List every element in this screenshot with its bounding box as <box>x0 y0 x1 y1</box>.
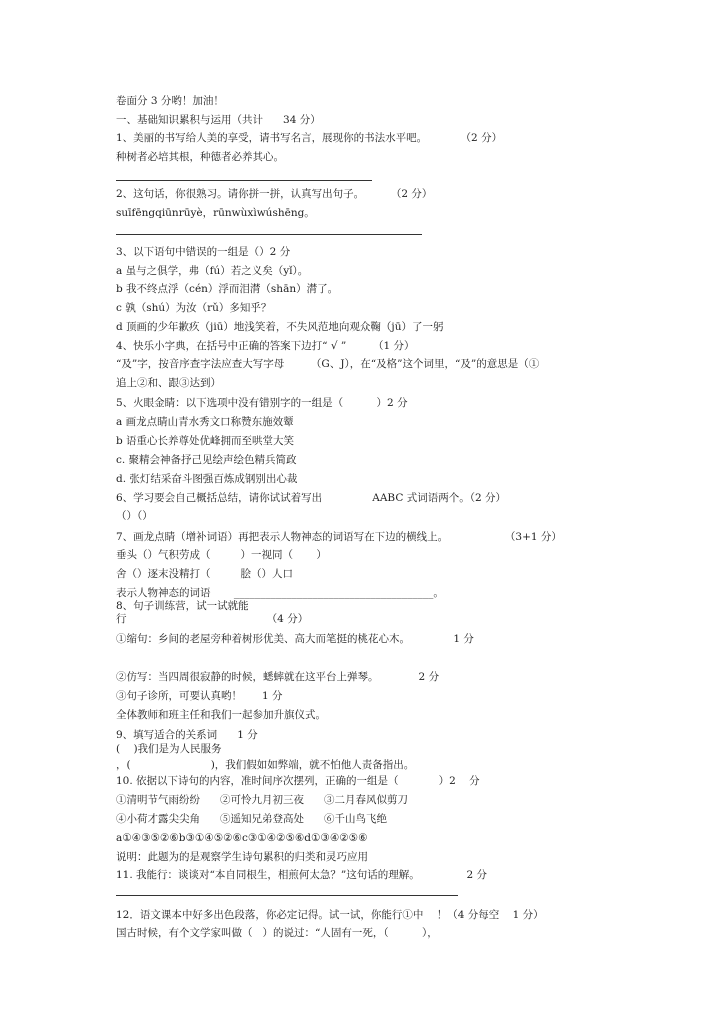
question-6-blanks: （）（） <box>116 510 153 522</box>
answer-line-11 <box>116 895 458 896</box>
question-5-option-b: b 语重心长养尊处优峰拥而至哄堂大笑 <box>116 435 295 447</box>
question-2: 2、这句话，你很熟习。请你拼一拼，认真写出句子。 （2 分） <box>116 188 433 200</box>
question-7-row-2: 舍（）逐末没精打（ 脍（）人口 <box>116 568 294 580</box>
question-5-option-a: a 画龙点睛山青水秀文口称赞东施效颦 <box>116 416 294 428</box>
question-4: 4、快乐小字典，在括号中正确的答案下边打“ √ ” （1 分） <box>116 340 415 352</box>
score-note: 卷面分 3 分哟！加油！ <box>116 95 224 107</box>
question-7-row-1: 垂头（）气积劳成（ ）一视同（ ） <box>116 549 327 561</box>
question-8-sentence: 全体教师和班主任和我们一起参加升旗仪式。 <box>116 709 326 721</box>
answer-line-2 <box>116 234 422 235</box>
question-4-body: “及”字，按音序查字法应查大写字母 （G、J），在“及格”这个词里，“及”的意思是（① <box>116 358 540 370</box>
question-7: 7、画龙点睛（增补词语）再把表示人物神态的词语写在下边的横线上。 （3+1 分） <box>116 531 562 543</box>
question-10-options: a①④③⑤②⑥b③①④⑤②⑥c③①④②⑤⑥d①③④②⑤⑥ <box>116 832 368 844</box>
question-10-note: 说明：此题为的是观察学生诗句累积的归类和灵巧应用 <box>116 851 368 863</box>
question-6: 6、学习要会自己概括总结，请你试试着写出 AABC 式词语两个。（2 分） <box>116 492 506 504</box>
question-3-option-d: d 顶画的少年歉疚（jiū）地浅笑着，不失风范地向观众鞠（jū）了一躬 <box>116 321 444 333</box>
question-1: 1、美丽的书写给人美的享受，请书写名言，展现你的书法水平吧。 （2 分） <box>116 132 503 144</box>
question-1-quote: 种树者必培其根，种德者必养其心。 <box>116 151 284 163</box>
question-8-cont: 行 （4 分） <box>116 613 309 625</box>
question-9-line-2: ，( )，我们假如如弊端，就不怕他人责备指出。 <box>116 759 415 771</box>
question-8-part-1: ①缩句：乡间的老屋旁种着树形优美、高大而笔挺的桃花心木。 1 分 <box>116 633 474 645</box>
question-8-part-3: ③句子诊所，可要认真哟！ 1 分 <box>116 690 283 702</box>
question-12-cont: 国古时候，有个文学家叫做（ ）的说过：“人固有一死，（ ）， <box>116 927 438 939</box>
question-9-line-1: ( )我们是为人民服务 <box>116 743 222 755</box>
question-9: 9、填写适合的关系词 1 分 <box>116 729 258 741</box>
question-11: 11. 我能行：谈谈对“本自同根生，相煎何太急？”这句话的理解。 2 分 <box>116 869 488 881</box>
question-3: 3、以下语句中错误的一组是（）2 分 <box>116 246 291 258</box>
question-7-row-3: 表示人物神态的词语 ______________________________________。 <box>116 587 444 599</box>
question-8: 8、句子训练营，试一试就能 <box>116 600 249 612</box>
question-10-poems-1: ①清明节气雨纷纷 ②可怜九月初三夜 ③二月春风似剪刀 <box>116 794 409 806</box>
section-heading: 一、基础知识累积与运用（共计 34 分） <box>116 114 321 126</box>
question-3-option-c: c 孰（shú）为汝（rǔ）多知乎？ <box>116 302 272 314</box>
question-4-body-cont: 追上②和、跟③达到） <box>116 377 221 389</box>
question-5: 5、火眼金睛：以下选项中没有错别字的一组是（ ）2 分 <box>116 397 408 409</box>
question-3-option-a: a 虽与之俱学，弗（fú）若之义矣（yǐ）。 <box>116 265 309 277</box>
question-5-option-d: d. 张灯结采奋斗图强百炼成钢别出心裁 <box>116 473 298 485</box>
question-10-poems-2: ④小荷才露尖尖角 ⑤遥知兄弟登高处 ⑥千山鸟飞绝 <box>116 813 388 825</box>
question-3-option-b: b 我不终点浮（cén）浮而泪潸（shān）潸了。 <box>116 283 339 295</box>
question-12: 12．语文课本中好多出色段落，你必定记得。试一试，你能行①中 ！（4 分每空 1 分） <box>116 909 544 921</box>
question-8-part-2: ②仿写：当四周很寂静的时候，蟋蟀就在这平台上弹琴。 2 分 <box>116 671 440 683</box>
question-5-option-c: c. 聚精会神备抒己见绘声绘色精兵简政 <box>116 454 297 466</box>
question-2-pinyin: suīfēngqiūnrūyè，rūnwùxìwúshēng。 <box>116 207 315 219</box>
answer-line-1 <box>116 180 372 181</box>
question-10: 10. 依据以下诗句的内容，准时间序次摆列，正确的一组是（ ）2 分 <box>116 775 480 787</box>
